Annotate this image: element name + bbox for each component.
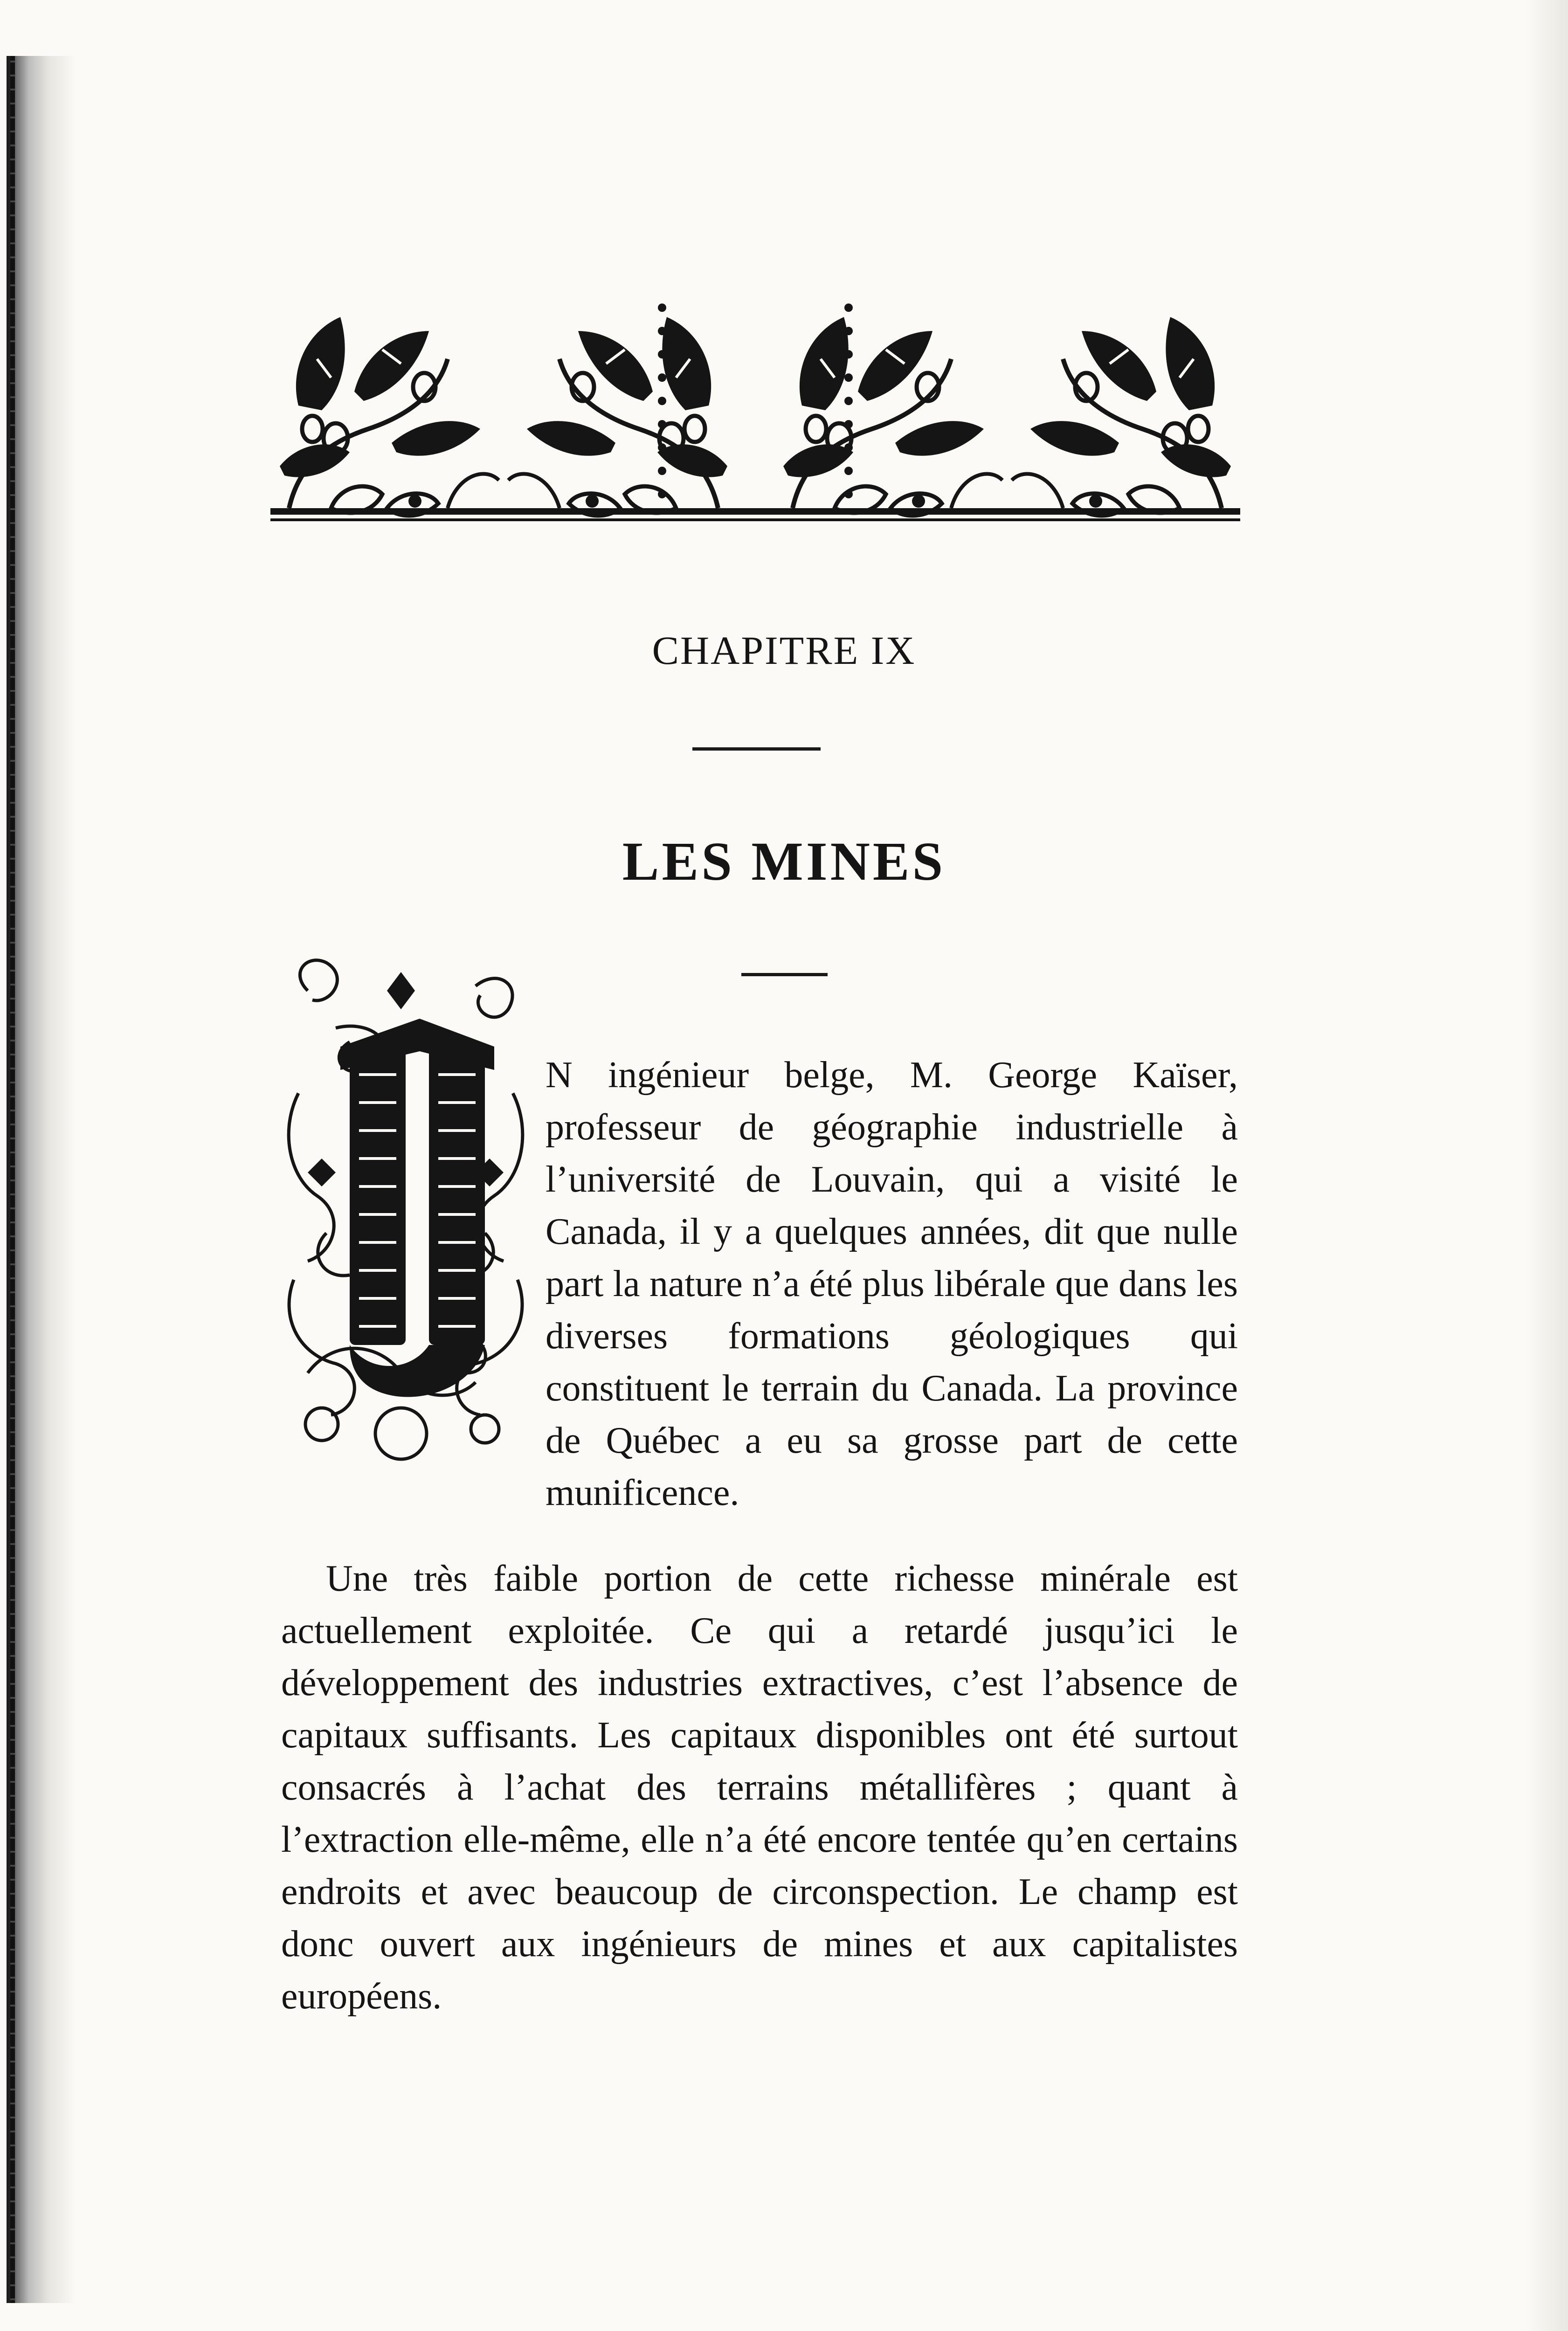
opening-paragraph: N ingénieur belge, M. George Kaïser, professeur de géographie industrielle à l’université de Louvain, qui a visité le Canada, il y a quelques années, dit que nulle part la nature n’a été plus libérale que dans les diverses formations géologiques qui constituent le terrain du Canada. La province de Québec a eu sa grosse part de cette munificence. (546, 1055, 1238, 1513)
title-divider-rule (741, 973, 828, 976)
chapter-title: LES MINES (622, 831, 946, 892)
chapter-heading: CHAPITRE IX (652, 628, 916, 673)
chapter-divider-rule (692, 747, 821, 751)
oak-leaf-acorn-headpiece-icon (270, 280, 1240, 527)
book-binding-edge (7, 56, 76, 2303)
ornate-gothic-initial-icon (280, 953, 532, 1476)
body-paragraph: Une très faible portion de cette richesse minérale est actuellement exploitée. Ce qui a retardé jusqu’ici le développement des industries extractives, c’est l’absence de capitaux suffisants. Les capitaux disponibles ont été surtout consacrés à l’achat des terrains métallifères ; quant à l’extraction elle-même, elle n’a été encore tentée qu’en certains endroits et avec beaucoup de circonspection. Le champ est donc ouvert aux ingénieurs de mines et aux capitalistes européens. (281, 1558, 1238, 2017)
page-edge-shadow (1526, 0, 1568, 2331)
